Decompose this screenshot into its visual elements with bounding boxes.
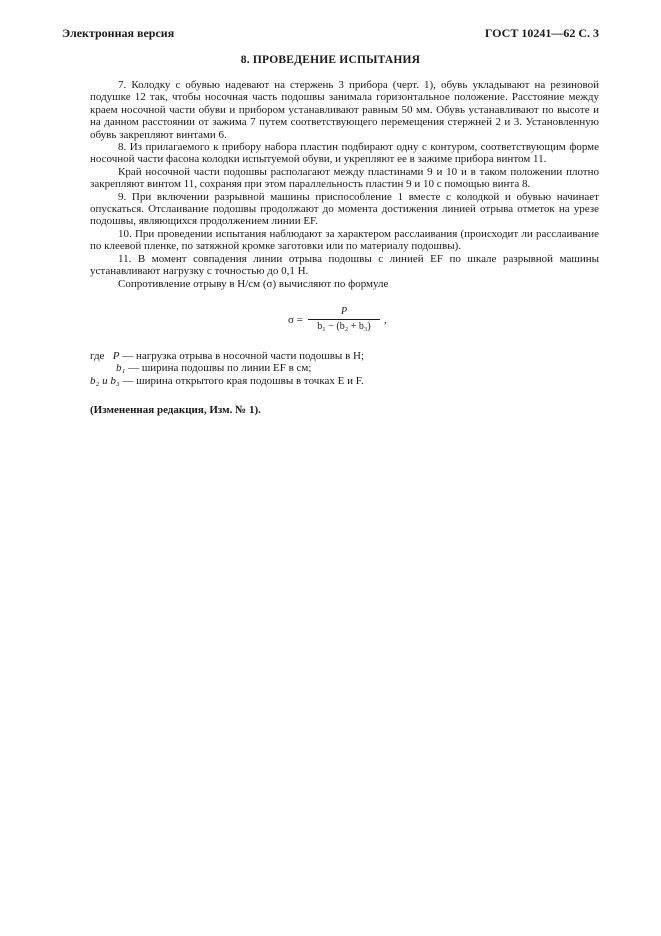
formula-comma: , [384,313,387,326]
paragraph-8-continued: Край носочной части подошвы располагают между пластинами 9 и 10 и в таком положении плотно закрепляют винтом 11, сохраняя при этом параллельность пластин 9 и 10 с помощью винта 8. [90,165,599,191]
paragraph-9: 9. При включении разрывной машины приспособление 1 вместе с колодкой и обувью начинает опускаться. Отслаивание подошвы продолжают до момента достижения линией отрыва отметок на урезе подошвы, являющихся продолжением линии EF. [90,190,599,228]
amendment-note: (Измененная редакция, Изм. № 1). [90,404,261,417]
paragraph-11-formula-intro: Сопротивление отрыву в Н/см (σ) вычисляют по формуле [118,277,389,290]
paragraph-7: 7. Колодку с обувью надевают на стержень 3 прибора (черт. 1), обувь укладывают на резиновой подушке 12 так, чтобы носочная часть подошвы занимала горизонтальное положение. Расстояние между краем носочной части обуви и прибором устанавливают равным 50 мм. Обувь устанавливают по высоте и на данном расстоянии от зажима 7 путем соответствующего перемещения стержней 2 и 3. Установленную обувь закрепляют винтами 6. [90,79,599,141]
formula-lhs: σ = [288,313,303,326]
definition-row-b1 [90,362,599,374]
header-right: ГОСТ 10241—62 С. 3 [484,26,599,40]
definitions [90,350,599,387]
definition-symbol-b2-b3: b₂ и b₃ [90,374,120,387]
header-left: Электронная версия [62,26,175,40]
paragraph-11: 11. В момент совпадения линии отрыва подошвы с линией EF по шкале разрывной машины устанавливают нагрузку с точностью до 0,1 Н. [90,252,599,278]
fraction-bar [308,319,380,320]
definition-row-p [90,350,599,362]
section-title: 8. ПРОВЕДЕНИЕ ИСПЫТАНИЯ [240,54,421,66]
formula-fraction [308,306,380,334]
definition-text-b1: — ширина подошвы по линии EF в см; [128,362,312,375]
definition-text-b2-b3: — ширина открытого края подошвы в точках E и F. [122,374,364,387]
definition-symbol-b1: b₁ [116,362,126,375]
where-label: где [90,349,105,362]
formula-numerator: P [340,305,348,317]
definition-symbol-p: P [112,349,120,362]
formula-denominator: b₁ − (b₂ + b₃) [317,321,371,333]
paragraph-8: 8. Из прилагаемого к прибору набора пластин подбирают одну с контуром, соответствующим форме носочной части фасона колодки испытуемой обуви, и укрепляют ее в зажиме прибора винтом 11. [90,141,599,166]
document-body [90,79,599,417]
formula [288,306,599,338]
paragraph-10: 10. При проведении испытания наблюдают за характером расслаивания (происходит ли расслаивание по клеевой пленке, по затяжной кромке заготовки или по материалу подошвы). [90,227,599,253]
definition-row-b2-b3 [90,375,599,387]
definition-text-p: — нагрузка отрыва в носочной части подошвы в Н; [122,349,365,362]
